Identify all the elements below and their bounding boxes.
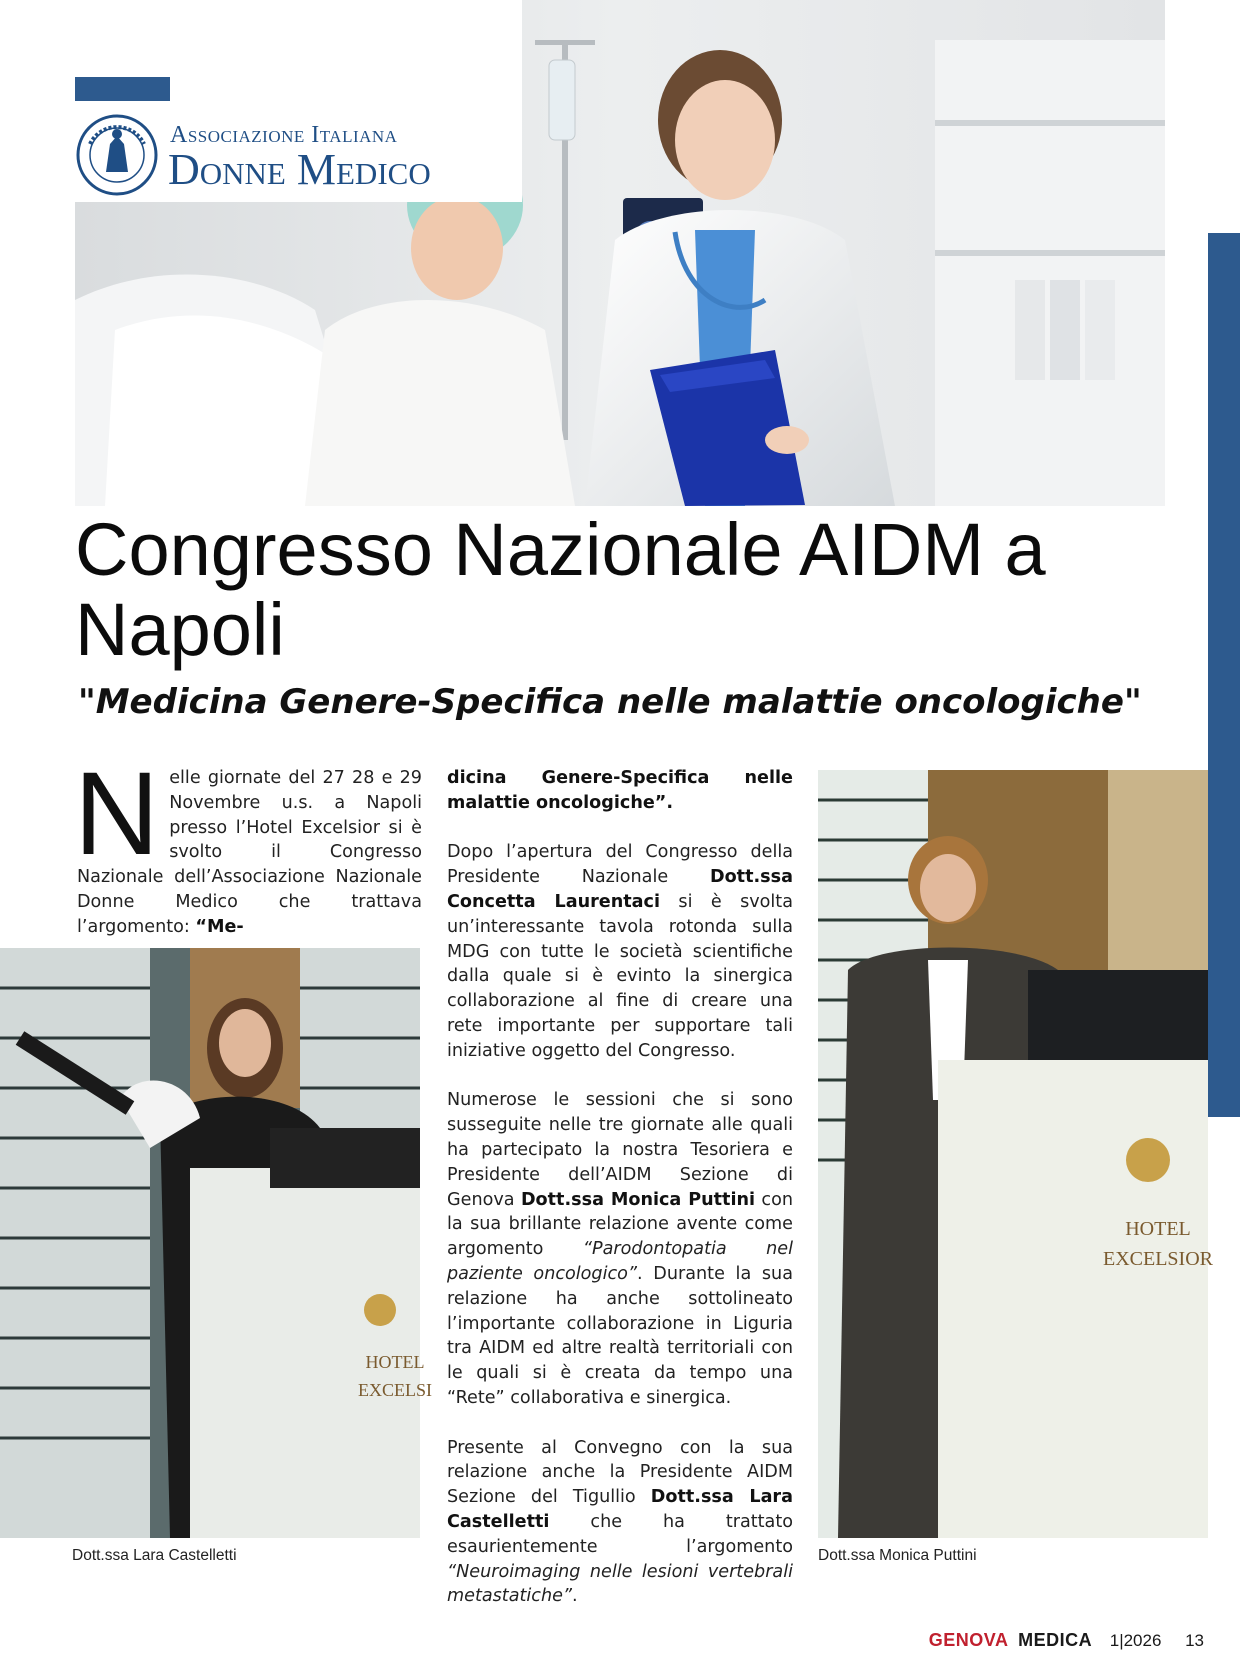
footer-issue-number: 1|2026 (1109, 1631, 1162, 1650)
paragraph-3 (447, 1088, 793, 1410)
paragraph-2-text-b: si è svolta un’interessante tavola rotonda sulla MDG con tutte le società scientifiche dalla quale si è evinto la sinergica collaborazione al fine di creare una rete importante per supportare tali iniziative oggetto del Congresso. (447, 891, 793, 1061)
article-column-1 (74, 748, 422, 940)
logo-text-line2: Donne Medico (168, 145, 431, 194)
paragraph-2-name: Dott.ssa Concetta Laurentaci (447, 867, 793, 912)
podium-text-left-2: EXCELSI (358, 1380, 432, 1400)
article-title: Congresso Nazionale AIDM a Napoli (75, 508, 1046, 671)
paragraph-2 (447, 840, 793, 1063)
paragraph-1-topic: “Me- (195, 916, 244, 937)
logo-text-line1: Associazione Italiana (170, 122, 398, 148)
podium-text-right-1: HOTEL (1125, 1218, 1191, 1240)
paragraph-4-name: Dott.ssa Lara Castelletti (447, 1487, 793, 1532)
aidm-seal-logo (76, 114, 158, 196)
drop-cap: N (74, 748, 160, 880)
footer-page-number: 13 (1185, 1631, 1204, 1650)
paragraph-3-name: Dott.ssa Monica Puttini (520, 1189, 756, 1210)
photo-monica-puttini (818, 770, 1213, 1538)
paragraph-4-text-c: . (572, 1586, 578, 1607)
paragraph-4 (447, 1436, 793, 1610)
side-accent-bar (1208, 233, 1240, 1117)
paragraph-1-continued (447, 766, 793, 816)
photo-lara-castelletti (0, 948, 432, 1538)
footer-brand-genova: GENOVA (928, 1630, 1009, 1650)
paragraph-3-talk-title: “Parodontopatia nel paziente oncologico” (447, 1239, 793, 1284)
paragraph-2-text-a: Dopo l’apertura del Congresso della Presidente Nazionale (447, 842, 793, 888)
podium-text-left-1: HOTEL (365, 1352, 425, 1372)
logo-accent-bar (75, 77, 170, 101)
page-footer (929, 1630, 1204, 1651)
paragraph-1 (74, 748, 422, 940)
paragraph-4-text-a: Presente al Convegno con la sua relazione anche la Presidente AIDM Sezione del Tigullio (447, 1437, 793, 1508)
paragraph-3-text-b: con la sua brillante relazione avente come argomento (447, 1189, 793, 1260)
article-subtitle: "Medicina Genere-Specifica nelle malattie oncologiche" (78, 682, 1142, 722)
paragraph-1-text: elle giornate del 27 28 e 29 Novembre u.s. a Napoli presso l’Hotel Excelsior si è svolto il Congresso Nazionale dell’Associazione Nazionale Donne Medico che trattava l’argomento: (77, 768, 422, 937)
footer-brand-medica: MEDICA (1018, 1630, 1093, 1650)
paragraph-3-text-c: . Durante la sua relazione ha anche sottolineato l’importante collaborazione in Liguria tra AIDM ed altre realtà territoriali con le quali si è creata da tempo una “Rete” collaborativa e sinergica. (447, 1263, 793, 1408)
paragraph-3-text-a: Numerose le sessioni che si sono susseguite nelle tre giornate alle quali ha partecipato la nostra Tesoriera e Presidente dell’AIDM Sezione di Genova (447, 1090, 793, 1210)
paragraph-1-topic-continued: dicina Genere-Specifica nelle malattie oncologiche”. (447, 768, 793, 813)
article-column-2 (447, 766, 793, 1609)
photo-caption-left: Dott.ssa Lara Castelletti (72, 1547, 237, 1564)
paragraph-4-text-b: che ha trattato esaurientemente l’argomento (447, 1511, 793, 1557)
podium-text-right-2: EXCELSIOR (1103, 1248, 1213, 1270)
paragraph-4-talk-title: “Neuroimaging nelle lesioni vertebrali metastatiche” (447, 1561, 793, 1607)
photo-caption-right: Dott.ssa Monica Puttini (818, 1547, 977, 1564)
